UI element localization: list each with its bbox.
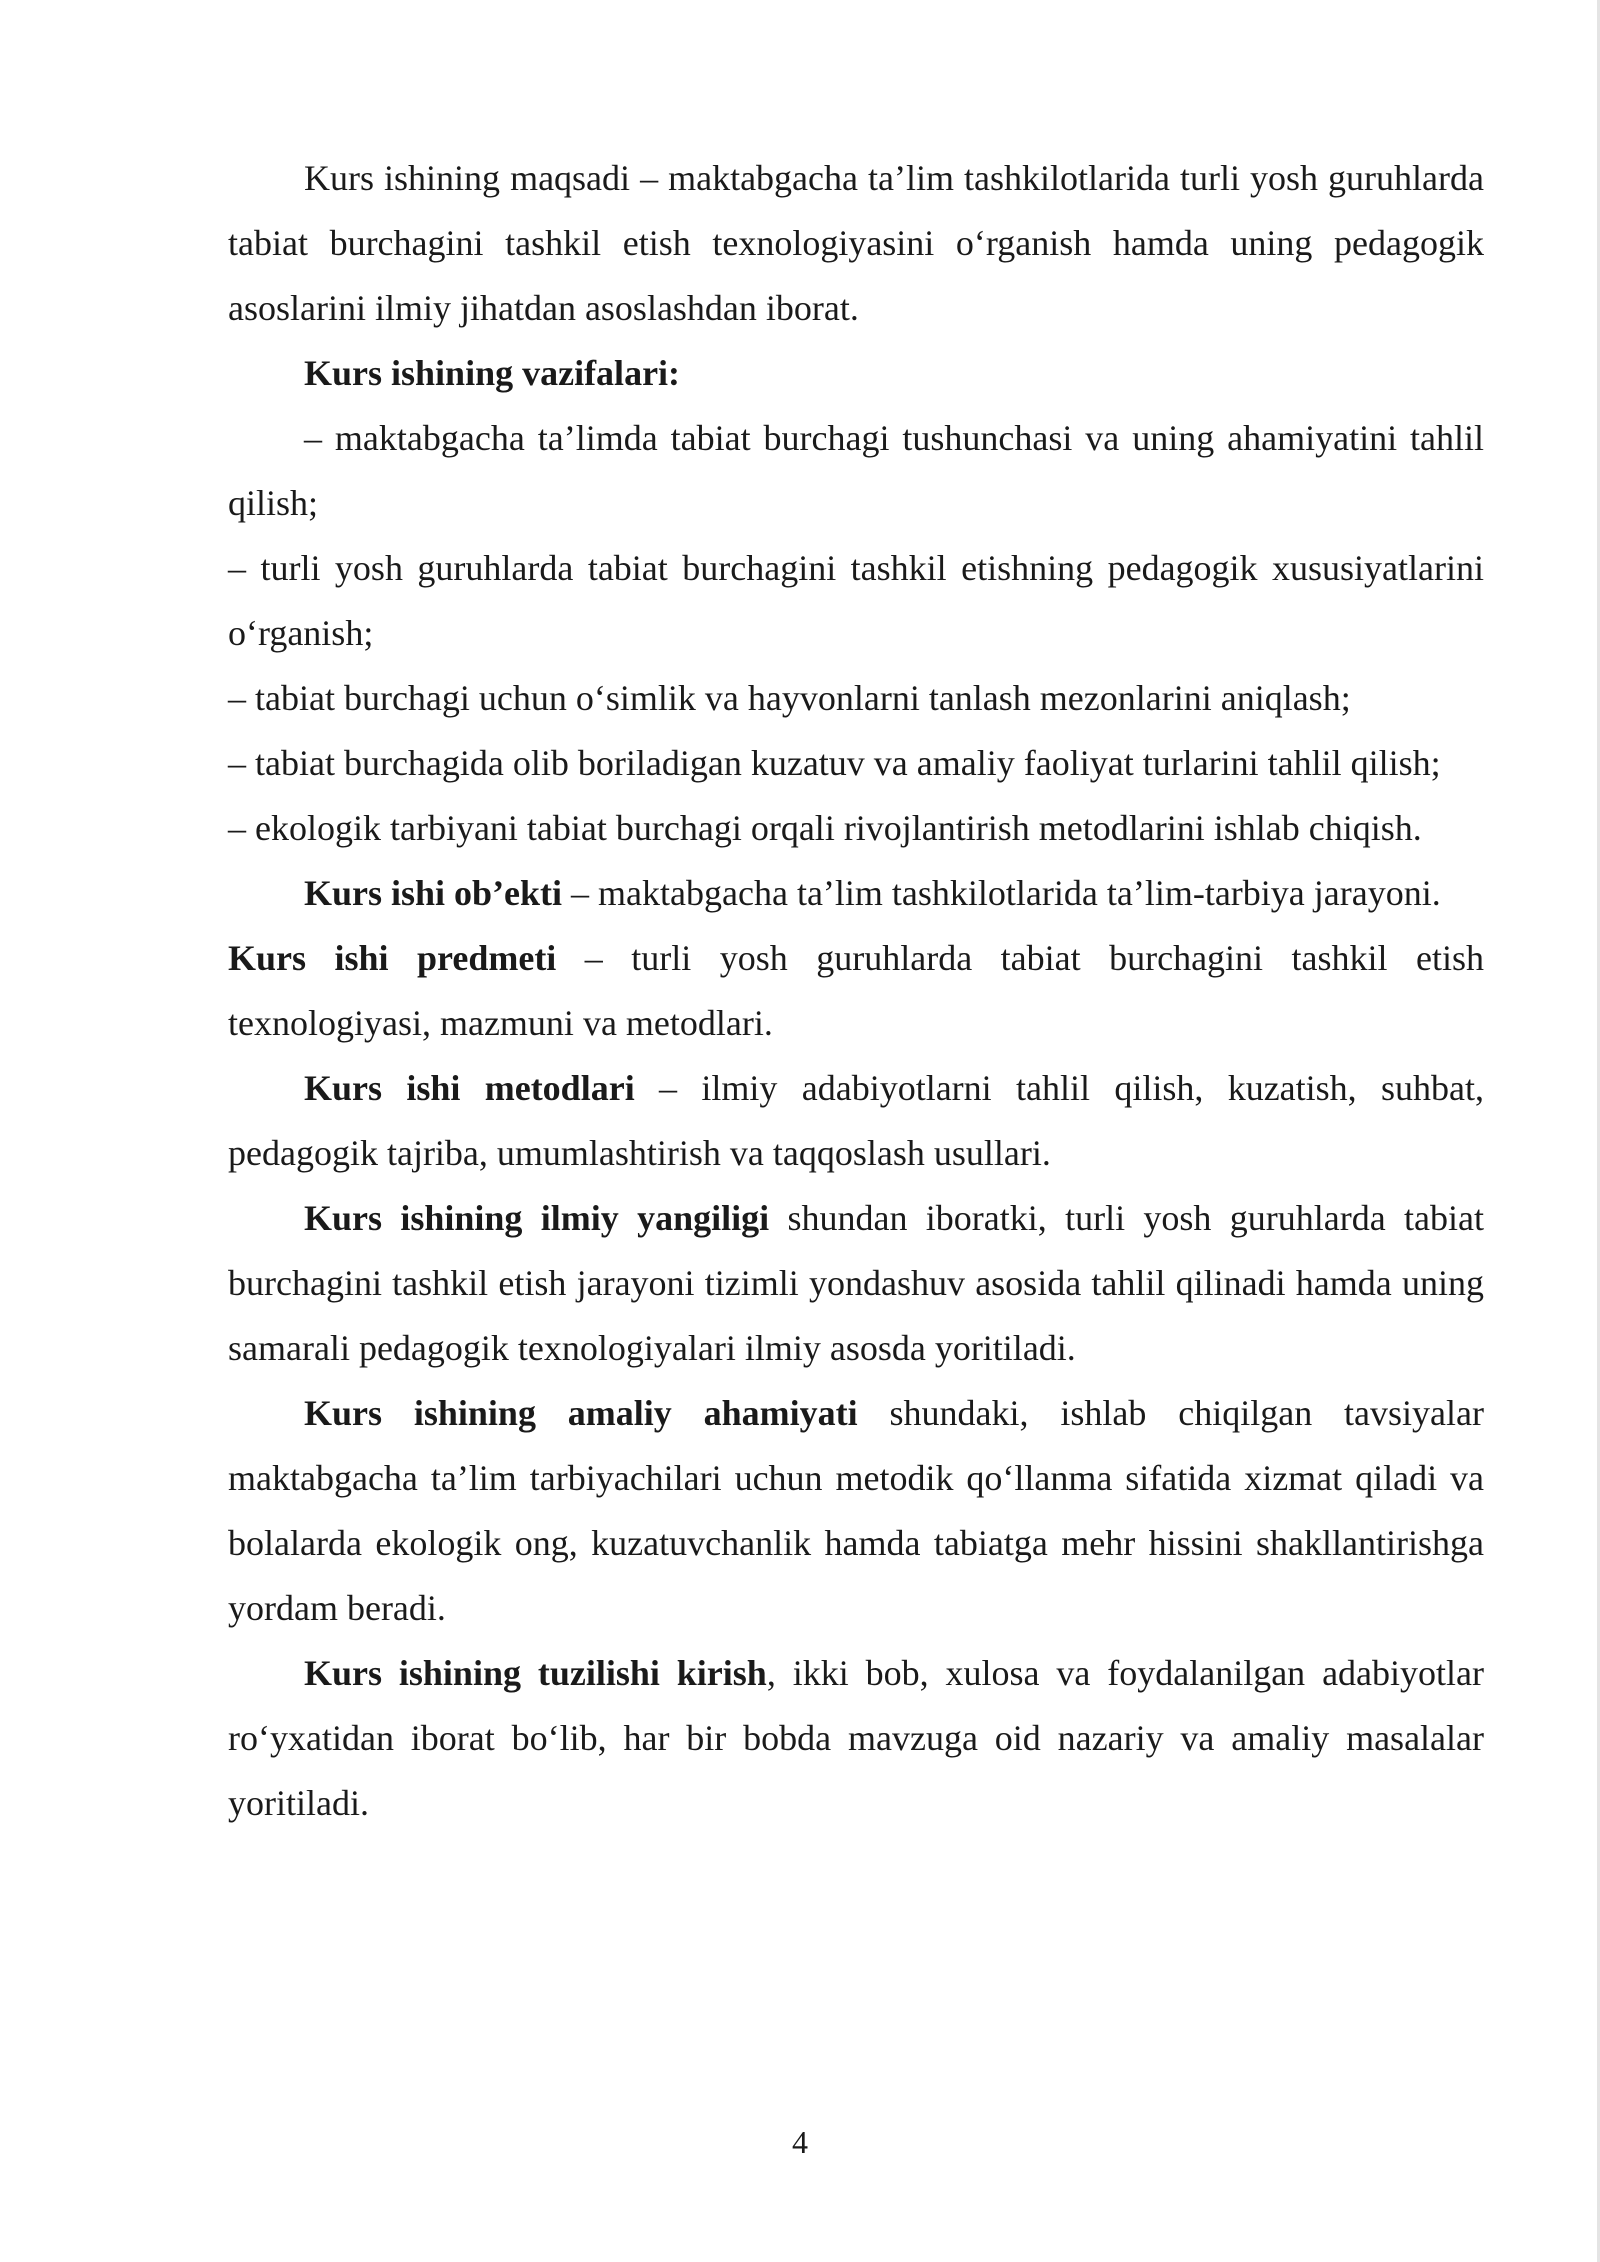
novelty-paragraph bbox=[228, 1186, 1484, 1381]
novelty-term: Kurs ishining ilmiy yangiligi bbox=[304, 1198, 770, 1238]
task-item-3: – tabiat burchagi uchun o‘simlik va hayvonlarni tanlash mezonlarini aniqlash; bbox=[228, 678, 1351, 718]
page-number: 4 bbox=[792, 2124, 808, 2160]
object-paragraph bbox=[228, 861, 1484, 926]
novelty-text: shundan iboratki, turli yosh guruhlarda tabiat burchagini tashkil etish jarayoni tizimli yondashuv asosida tahlil qilinadi hamda uning samarali pedagogik texnologiyalari ilmiy asosda yoritiladi. bbox=[228, 1198, 1484, 1368]
methods-paragraph bbox=[228, 1056, 1484, 1186]
task-item-5: – ekologik tarbiyani tabiat burchagi orqali rivojlantirish metodlarini ishlab chiqish. bbox=[228, 808, 1422, 848]
subject-text: – turli yosh guruhlarda tabiat burchagini tashkil etish texnologiyasi, mazmuni va metodlari. bbox=[228, 938, 1485, 1043]
significance-text: shundaki, ishlab chiqilgan tavsiyalar maktabgacha ta’lim tarbiyachilari uchun metodik qo‘llanma sifatida xizmat qiladi va bolalarda ekologik ong, kuzatuvchanlik hamda tabiatga mehr hissini shakllantirishga yordam beradi. bbox=[228, 1393, 1484, 1628]
task-item-4: – tabiat burchagida olib boriladigan kuzatuv va amaliy faoliyat turlarini tahlil qilish; bbox=[228, 743, 1441, 783]
significance-term: Kurs ishining amaliy ahamiyati bbox=[304, 1393, 858, 1433]
tasks-heading bbox=[228, 341, 1484, 406]
subject-paragraph bbox=[228, 926, 1484, 1056]
goal-paragraph: Kurs ishining maqsadi – maktabgacha ta’lim tashkilotlarida turli yosh guruhlarda tabiat burchagini tashkil etish texnologiyasini o‘rganish hamda uning pedagogik asoslarini ilmiy jihatdan asoslashdan iborat. bbox=[228, 158, 1484, 328]
structure-term: Kurs ishining tuzilishi kirish bbox=[304, 1653, 767, 1693]
significance-paragraph bbox=[228, 1381, 1484, 1641]
task-item-1: – maktabgacha ta’limda tabiat burchagi tushunchasi va uning ahamiyatini tahlil qilish; bbox=[228, 418, 1484, 523]
subject-term: Kurs ishi predmeti bbox=[228, 938, 557, 978]
object-text: – maktabgacha ta’lim tashkilotlarida ta’lim-tarbiya jarayoni. bbox=[562, 873, 1441, 913]
structure-text: , ikki bob, xulosa va foydalanilgan adabiyotlar ro‘yxatidan iborat bo‘lib, har bir bobda mavzuga oid nazariy va amaliy masalalar yoritiladi. bbox=[228, 1653, 1484, 1823]
methods-term: Kurs ishi metodlari bbox=[304, 1068, 635, 1108]
tasks-heading-text: Kurs ishining vazifalari: bbox=[304, 353, 681, 393]
methods-text: – ilmiy adabiyotlarni tahlil qilish, kuzatish, suhbat, pedagogik tajriba, umumlashtirish va taqqoslash usullari. bbox=[228, 1068, 1484, 1173]
structure-paragraph bbox=[228, 1641, 1484, 1836]
document-body bbox=[228, 146, 1484, 1836]
task-item-2: – turli yosh guruhlarda tabiat burchagini tashkil etishning pedagogik xususiyatlarini o‘rganish; bbox=[228, 548, 1484, 653]
object-term: Kurs ishi ob’ekti bbox=[304, 873, 563, 913]
